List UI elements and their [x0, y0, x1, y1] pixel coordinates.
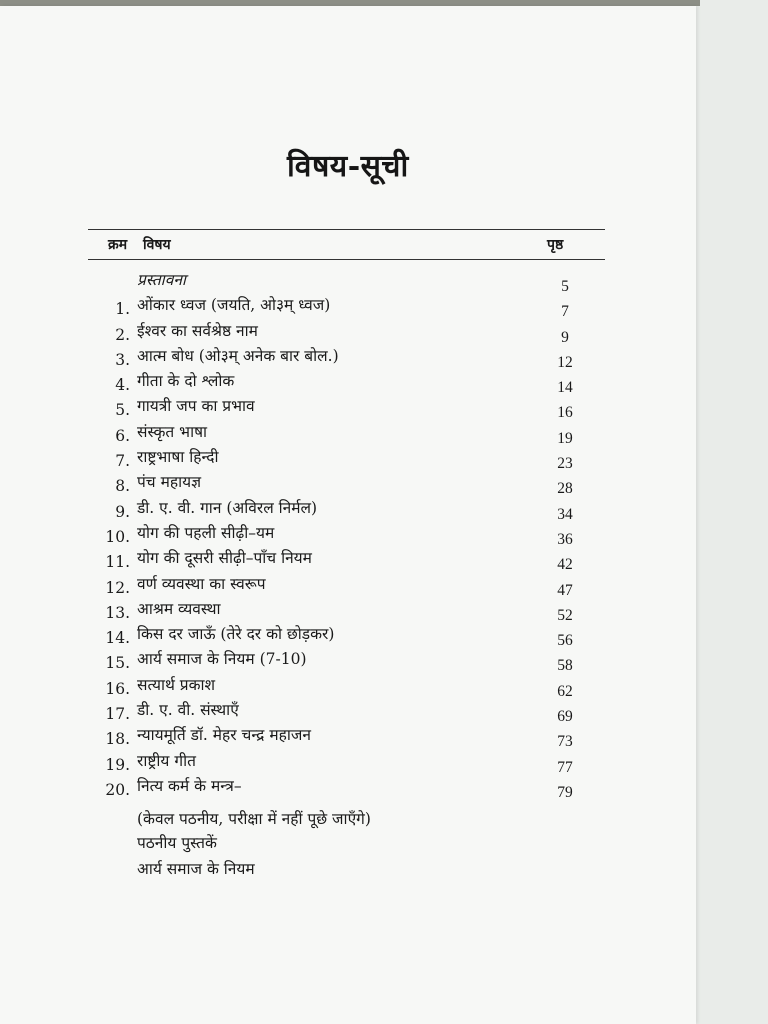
- toc-entry-title: आत्म बोध (ओ३म् अनेक बार बोल.): [137, 346, 339, 365]
- toc-row: [0, 622, 696, 650]
- toc-entry-page: 69: [557, 708, 573, 726]
- toc-entry-title: डी. ए. वी. गान (अविरल निर्मल): [137, 498, 318, 517]
- toc-extra-arya-samaj-rules: आर्य समाज के नियम: [137, 860, 255, 878]
- toc-entry-title: राष्ट्रीय गीत: [137, 751, 196, 770]
- toc-entry-page: 77: [557, 758, 573, 776]
- toc-entry-page: 34: [557, 505, 573, 523]
- toc-entry-page: 47: [557, 581, 573, 599]
- toc-entry-number: 11.: [105, 553, 130, 572]
- toc-entry-title: गायत्री जप का प्रभाव: [137, 397, 255, 416]
- toc-entry-title: किस दर जाऊँ (तेरे दर को छोड़कर): [137, 625, 335, 644]
- toc-entry-number: 12.: [105, 578, 130, 597]
- toc-entry-title: न्यायमूर्ति डॉ. मेहर चन्द्र महाजन: [137, 726, 311, 745]
- toc-entry-title: योग की दूसरी सीढ़ी–पाँच नियम: [137, 549, 312, 568]
- toc-row-intro: [0, 268, 696, 293]
- toc-row: [0, 496, 696, 521]
- toc-entry-page: 56: [557, 632, 573, 650]
- header-top-rule: [88, 229, 605, 230]
- toc-row: [0, 546, 696, 574]
- toc-entry-number: 3.: [115, 350, 130, 369]
- toc-entry-page: 73: [557, 733, 573, 751]
- toc-row: [0, 673, 696, 698]
- header-subject-label: विषय: [143, 237, 171, 253]
- toc-entry-number: 14.: [105, 629, 130, 648]
- toc-entry-page: 58: [557, 657, 573, 675]
- toc-row: [0, 344, 696, 369]
- toc-entry-number: 18.: [105, 730, 130, 749]
- toc-row: [0, 293, 696, 321]
- toc-entry-title: योग की पहली सीढ़ी–यम: [137, 523, 275, 542]
- toc-entry-number: 4.: [115, 376, 130, 395]
- toc-entry-title: संस्कृत भाषा: [137, 422, 208, 441]
- page-title: विषय-सूची: [287, 149, 409, 184]
- toc-entry-number: 8.: [115, 477, 130, 496]
- header-bottom-rule: [88, 259, 605, 260]
- toc-entry-title: ओंकार ध्वज (जयति, ओ३म् ध्वज): [137, 296, 331, 315]
- toc-entry-title: पंच महायज्ञ: [137, 473, 202, 492]
- toc-entry-page: 36: [557, 530, 573, 548]
- toc-row: [0, 394, 696, 422]
- toc-entry-title: ईश्वर का सर्वश्रेष्ठ नाम: [137, 321, 258, 340]
- toc-entry-page: 19: [557, 429, 573, 447]
- toc-entry-number: 10.: [105, 527, 130, 546]
- toc-row: [0, 597, 696, 622]
- toc-row: [0, 470, 696, 498]
- toc-entry-title: नित्य कर्म के मन्त्र–: [137, 776, 242, 795]
- toc-entry-title: प्रस्तावना: [137, 271, 186, 289]
- toc-row: [0, 445, 696, 473]
- toc-entry-number: 6.: [115, 426, 130, 445]
- toc-entry-page: 5: [561, 278, 569, 295]
- toc-entry-page: 79: [557, 783, 573, 801]
- toc-entry-number: 5.: [115, 401, 130, 420]
- toc-entry-title: वर्ण व्यवस्था का स्वरूप: [137, 574, 266, 593]
- toc-entry-title: आर्य समाज के नियम (7-10): [137, 650, 307, 669]
- toc-entry-page: 52: [557, 606, 573, 624]
- toc-entry-title: गीता के दो श्लोक: [137, 372, 235, 391]
- document-page: [0, 6, 696, 1024]
- toc-entry-page: 9: [561, 328, 569, 346]
- toc-row: [0, 698, 696, 726]
- toc-entry-title: डी. ए. वी. संस्थाएँ: [137, 701, 239, 720]
- header-serial-label: क्रम: [108, 237, 128, 253]
- toc-entry-number: 19.: [105, 755, 130, 774]
- toc-entry-number: 7.: [115, 452, 130, 471]
- toc-row: [0, 774, 696, 799]
- toc-entry-page: 62: [557, 682, 573, 700]
- toc-entry-number: 1.: [115, 300, 130, 319]
- toc-entry-number: 2.: [115, 325, 130, 344]
- toc-row: [0, 723, 696, 751]
- toc-entry-number: 13.: [105, 603, 130, 622]
- toc-entry-number: 15.: [105, 654, 130, 673]
- toc-row: [0, 749, 696, 774]
- toc-entry-page: 14: [557, 379, 573, 397]
- toc-entry-number: 9.: [115, 502, 130, 521]
- toc-row: [0, 647, 696, 675]
- header-page-label: पृष्ठ: [547, 237, 564, 253]
- toc-entry-title: राष्ट्रभाषा हिन्दी: [137, 448, 219, 467]
- toc-entry-page: 23: [557, 455, 573, 473]
- toc-row: [0, 420, 696, 445]
- toc-entry-page: 42: [557, 556, 573, 574]
- toc-entry-title: आश्रम व्यवस्था: [137, 599, 221, 618]
- toc-entry-number: 16.: [105, 679, 130, 698]
- toc-extra-reading-books: पठनीय पुस्तकें: [137, 834, 217, 852]
- toc-entry-page: 7: [561, 303, 569, 321]
- toc-entry-number: 17.: [105, 705, 130, 724]
- toc-entry-title: सत्यार्थ प्रकाश: [137, 675, 216, 694]
- toc-entry-number: 20.: [105, 780, 130, 799]
- toc-row: [0, 369, 696, 397]
- toc-entry-page: 16: [557, 404, 573, 422]
- toc-entry-page: 28: [557, 480, 573, 498]
- toc-row: [0, 572, 696, 597]
- toc-row: [0, 521, 696, 546]
- table-of-contents: [0, 268, 696, 799]
- toc-row: [0, 319, 696, 344]
- toc-note-readonly: (केवल पठनीय, परीक्षा में नहीं पूछे जाएँगे): [137, 810, 371, 828]
- toc-entry-page: 12: [557, 353, 573, 371]
